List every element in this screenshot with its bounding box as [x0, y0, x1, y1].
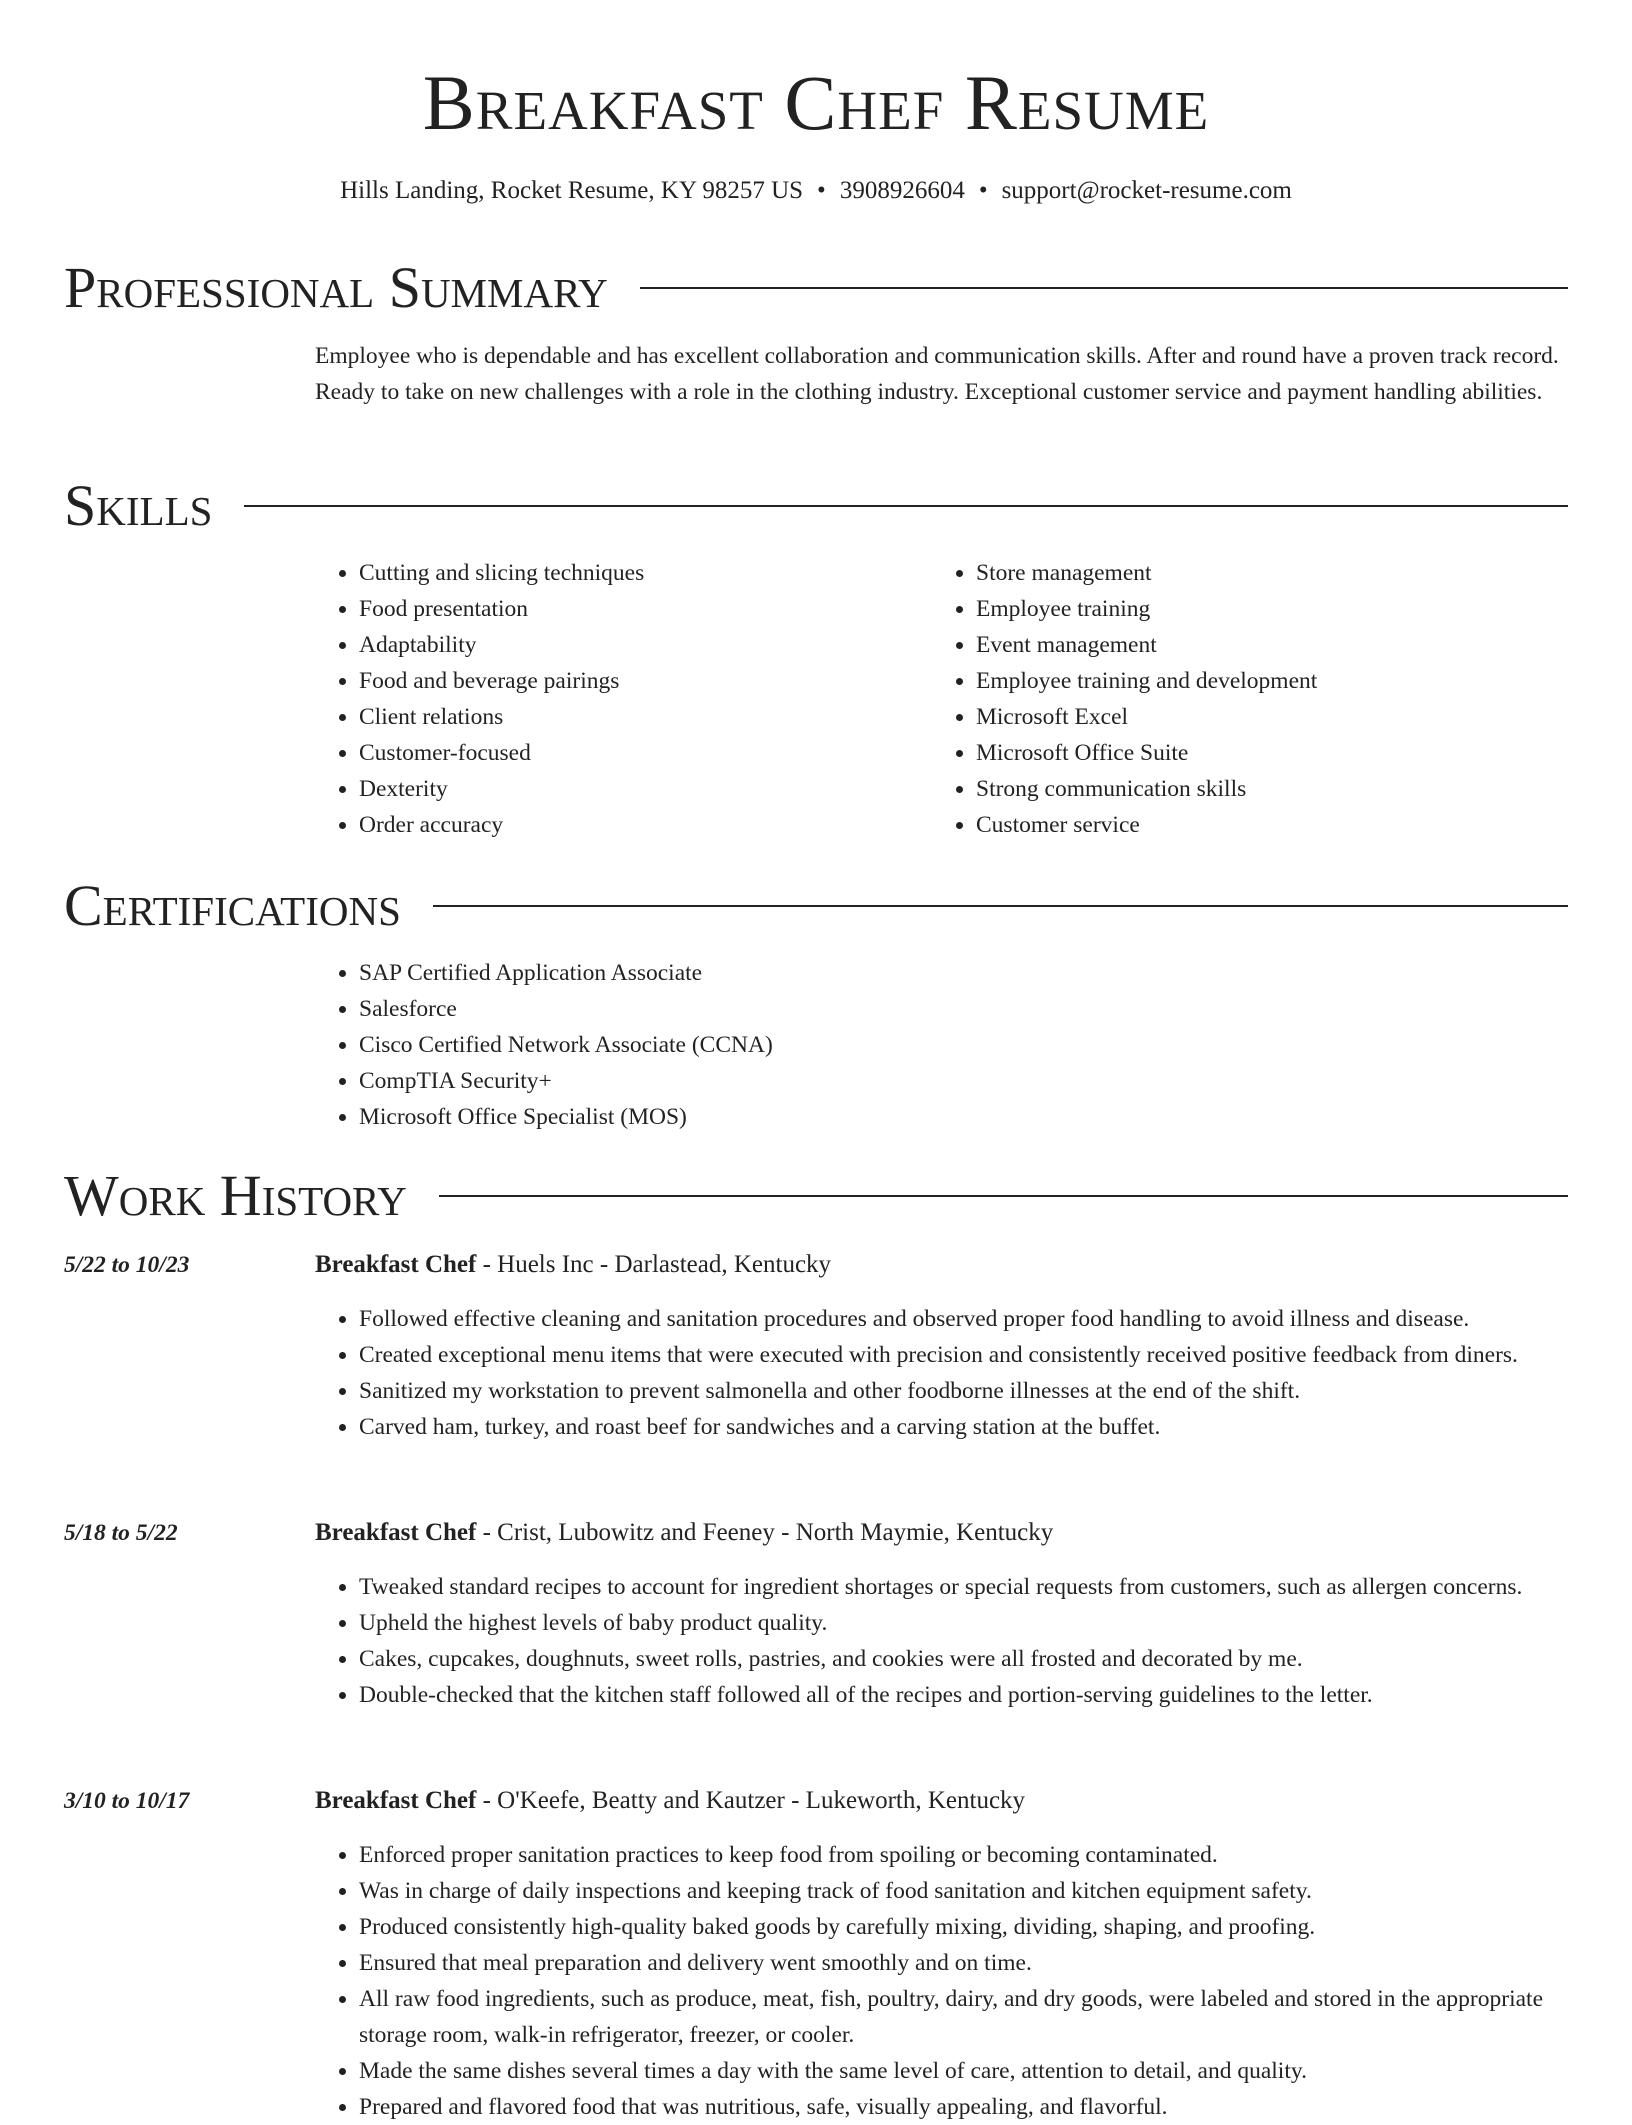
contact-separator: • [817, 177, 826, 204]
job-bullets [315, 1301, 1613, 1445]
job-employer: - Huels Inc - Darlastead, Kentucky [476, 1251, 832, 1278]
certification-item: • Cisco Certified Network Associate (CCNA) [359, 1027, 1559, 1063]
skill-item: • Food and beverage pairings [359, 663, 919, 699]
job-header [315, 1783, 1025, 1819]
summary-text: Employee who is dependable and has excellent collaboration and communication skills. After and round have a proven track record. Ready to take on new challenges with a role in the clothing industry. Exceptional customer service and payment handling abilities. [315, 343, 1559, 405]
skills-list-left [315, 555, 919, 843]
job-header [315, 1515, 1053, 1551]
skill-item: • Customer-focused [359, 735, 919, 771]
page-title: Breakfast Chef Resume [422, 59, 1210, 146]
contact-phone: 3908926604 [839, 177, 965, 204]
job-bullet: • All raw food ingredients, such as produce, meat, fish, poultry, dairy, and dry goods, were labeled and stored in the appropriate storage room, walk-in refrigerator, freezer, or cooler. [359, 1981, 1613, 2053]
job-bullet: • Followed effective cleaning and sanitation procedures and observed proper food handling to avoid illness and disease. [359, 1301, 1613, 1337]
certifications-list [315, 955, 1559, 1135]
skill-item: • Employee training [976, 591, 1596, 627]
contact-line [0, 174, 1632, 208]
contact-address: Hills Landing, Rocket Resume, KY 98257 US [340, 177, 804, 204]
skill-item: • Employee training and development [976, 663, 1596, 699]
summary-section-header [64, 256, 1568, 320]
job-bullet: • Produced consistently high-quality baked goods by carefully mixing, dividing, shaping, and proofing. [359, 1909, 1613, 1945]
skills-heading: Skills [64, 473, 213, 538]
certification-item: • Microsoft Office Specialist (MOS) [359, 1099, 1559, 1135]
job-dates: 3/10 to 10/17 [64, 1788, 190, 1814]
certifications-section-header [64, 874, 1568, 938]
section-divider [439, 1195, 1568, 1197]
job-dates: 5/18 to 5/22 [64, 1520, 178, 1546]
certification-item: • Salesforce [359, 991, 1559, 1027]
skill-item: • Event management [976, 627, 1596, 663]
skill-item: • Microsoft Office Suite [976, 735, 1596, 771]
section-divider [640, 287, 1568, 289]
job-bullet: • Cakes, cupcakes, doughnuts, sweet rolls, pastries, and cookies were all frosted and decorated by me. [359, 1641, 1613, 1677]
summary-heading: Professional Summary [64, 255, 608, 320]
skill-item: • Microsoft Excel [976, 699, 1596, 735]
skill-item: • Cutting and slicing techniques [359, 555, 919, 591]
job-bullet: • Upheld the highest levels of baby product quality. [359, 1605, 1613, 1641]
section-divider [433, 905, 1568, 907]
job-employer: - O'Keefe, Beatty and Kautzer - Lukeworth, Kentucky [476, 1787, 1026, 1814]
job-bullet: • Tweaked standard recipes to account for ingredient shortages or special requests from customers, such as allergen concerns. [359, 1569, 1613, 1605]
certifications-heading: Certifications [64, 873, 401, 938]
section-divider [244, 505, 1568, 507]
contact-email: support@rocket-resume.com [1001, 177, 1292, 204]
work-history-heading: Work History [64, 1163, 407, 1228]
skill-item: • Store management [976, 555, 1596, 591]
job-employer: - Crist, Lubowitz and Feeney - North Maymie, Kentucky [476, 1519, 1054, 1546]
certification-item: • SAP Certified Application Associate [359, 955, 1559, 991]
job-header [315, 1247, 831, 1283]
skill-item: • Order accuracy [359, 807, 919, 843]
job-role: Breakfast Chef [315, 1519, 477, 1546]
job-bullet: • Double-checked that the kitchen staff followed all of the recipes and portion-serving guidelines to the letter. [359, 1677, 1613, 1713]
job-bullet: • Prepared and flavored food that was nutritious, safe, visually appealing, and flavorful. [359, 2089, 1613, 2125]
job-bullet: • Created exceptional menu items that were executed with precision and consistently received positive feedback from diners. [359, 1337, 1613, 1373]
certification-item: • CompTIA Security+ [359, 1063, 1559, 1099]
work-history-section-header [64, 1164, 1568, 1228]
skill-item: • Strong communication skills [976, 771, 1596, 807]
job-bullets [315, 1569, 1613, 1713]
skills-section-header [64, 474, 1568, 538]
job-bullets [315, 1837, 1613, 2125]
job-bullet: • Enforced proper sanitation practices to keep food from spoiling or becoming contaminated. [359, 1837, 1613, 1873]
job-bullet: • Carved ham, turkey, and roast beef for sandwiches and a carving station at the buffet. [359, 1409, 1613, 1445]
job-dates: 5/22 to 10/23 [64, 1252, 190, 1278]
job-role: Breakfast Chef [315, 1787, 477, 1814]
contact-separator: • [978, 177, 988, 204]
job-role: Breakfast Chef [315, 1251, 477, 1278]
skill-item: • Customer service [976, 807, 1596, 843]
skills-list-right [932, 555, 1596, 843]
skill-item: • Dexterity [359, 771, 919, 807]
job-bullet: • Made the same dishes several times a day with the same level of care, attention to detail, and quality. [359, 2053, 1613, 2089]
job-bullet: • Sanitized my workstation to prevent salmonella and other foodborne illnesses at the end of the shift. [359, 1373, 1613, 1409]
job-bullet: • Was in charge of daily inspections and keeping track of food sanitation and kitchen equipment safety. [359, 1873, 1613, 1909]
skill-item: • Client relations [359, 699, 919, 735]
skill-item: • Adaptability [359, 627, 919, 663]
job-bullet: • Ensured that meal preparation and delivery went smoothly and on time. [359, 1945, 1613, 1981]
skill-item: • Food presentation [359, 591, 919, 627]
